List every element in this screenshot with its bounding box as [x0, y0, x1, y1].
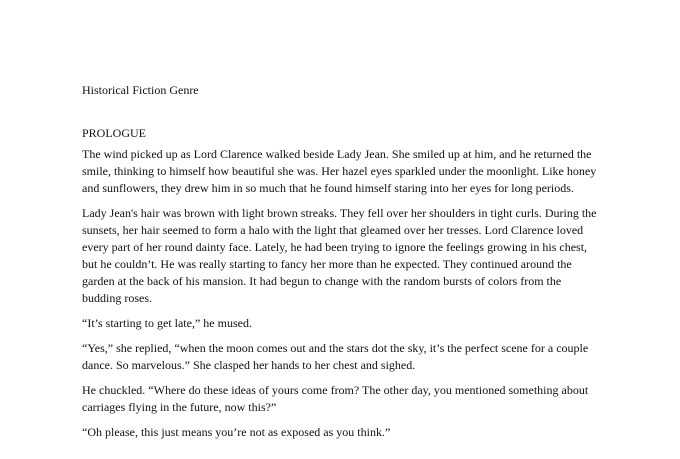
- paragraph: “Oh please, this just means you’re not as exposed as you think.”: [82, 425, 391, 439]
- paragraph: He chuckled. “Where do these ideas of yours come from? The other day, you mentioned something about carriages flying in the future, now this?”: [82, 383, 589, 414]
- paragraph: “It’s starting to get late,” he mused.: [82, 316, 252, 330]
- genre-line: Historical Fiction Genre: [82, 83, 199, 97]
- paragraph: The wind picked up as Lord Clarence walked beside Lady Jean. She smiled up at him, and he returned the smile, thinking to himself how beautiful she was. Her hazel eyes sparkled under the moonlight. Like honey and sunflowers, they drew him in so much that he found himself staring into her eyes for long periods.: [82, 147, 597, 195]
- paragraph: “Yes,” she replied, “when the moon comes out and the stars dot the sky, it’s the perfect scene for a couple dance. So marvelous.” She clasped her hands to her chest and sighed.: [82, 341, 589, 372]
- document-body: [82, 82, 600, 449]
- chapter-heading: PROLOGUE: [82, 126, 147, 140]
- paragraph: Lady Jean's hair was brown with light brown streaks. They fell over her shoulders in tight curls. During the sunsets, her hair seemed to form a halo with the light that gleamed over her tresses. Lord Clarence loved every part of her round dainty face. Lately, he had been trying to ignore the feelings growing in his chest, but he couldn’t. He was really starting to fancy her more than he expected. They continued around the garden at the back of his mansion. It had begun to change with the random bursts of colors from the budding roses.: [82, 206, 597, 305]
